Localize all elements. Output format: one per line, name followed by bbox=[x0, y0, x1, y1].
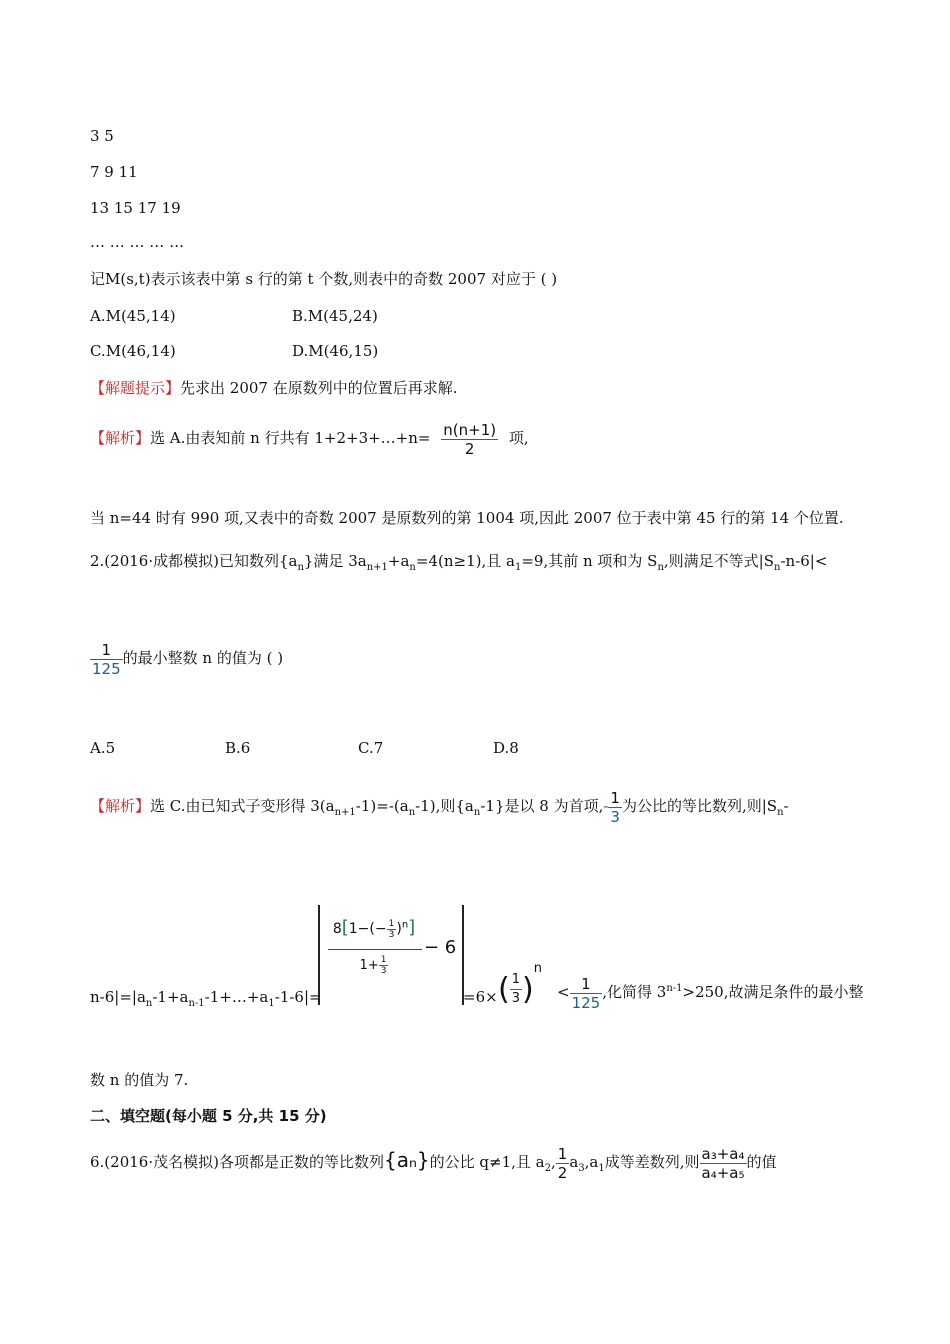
q2-solution-line3-right: =6× bbox=[463, 988, 498, 1006]
q1-option-a: A.M(45,14) bbox=[90, 307, 176, 325]
q1-solution: 【解析】选 A.由表知前 n 行共有 1+2+3+…+n= $\frac{n(n+1)}{2}$ 项, bbox=[90, 420, 529, 458]
big-fraction-bar bbox=[328, 949, 422, 950]
fraction-1-over-125: $\frac{1}{125}$ bbox=[92, 640, 121, 678]
hint-text: 先求出 2007 在原数列中的位置后再求解. bbox=[180, 379, 458, 397]
q1-option-c: C.M(46,14) bbox=[90, 342, 176, 360]
q2-option-d: D.8 bbox=[493, 739, 519, 757]
q1-stem: 记M(s,t)表示该表中第 s 行的第 t 个数,则表中的奇数 2007 对应于 ( ) bbox=[90, 270, 558, 288]
q2-stem-line2: $\frac{1}{125}$ 的最小整数 n 的值为 ( ) bbox=[92, 640, 284, 678]
one-third-power-n: ( $\frac{1}{3}$ )$^n$ bbox=[498, 961, 542, 1007]
absolute-value-expression bbox=[318, 905, 464, 1005]
q2-solution-line4: 数 n 的值为 7. bbox=[90, 1071, 189, 1089]
table-row-5: … … … … … bbox=[90, 233, 185, 251]
solution-text: 选 A.由表知前 n 行共有 1+2+3+…+n= bbox=[150, 429, 431, 447]
fraction-1-over-2: $\frac{1}{2}$ bbox=[557, 1144, 568, 1182]
minus-six: − 6 bbox=[424, 937, 457, 958]
q1-solution-line2: 当 n=44 时有 990 项,又表中的奇数 2007 是原数列的第 1004 项,因此 2007 位于表中第 45 行的第 14 个位置. bbox=[90, 509, 844, 527]
fraction-a3a4-over-a4a5: $\frac{\text{a₃+a₄}}{\text{a₄+a₅}}$ bbox=[701, 1144, 745, 1182]
q2-option-c: C.7 bbox=[358, 739, 384, 757]
q1-option-b: B.M(45,24) bbox=[292, 307, 378, 325]
solution-tag: 【解析】 bbox=[90, 797, 151, 815]
q2-option-a: A.5 bbox=[90, 739, 116, 757]
q2-option-b: B.6 bbox=[225, 739, 251, 757]
q6-stem: 6.(2016·茂名模拟)各项都是正数的等比数列{aₙ}的公比 q≠1,且 $a_2$, $\frac{1}{2}$ $a_3,a_1$成等差数列,则 $\frac{\text{a₃+a₄}}{\text{a₄+a₅}}$ 的值 bbox=[90, 1144, 777, 1182]
fraction-1-over-3: $\frac{1}{3}$ bbox=[610, 788, 620, 826]
table-row-3: 7 9 11 bbox=[90, 163, 138, 181]
table-row-4: 13 15 17 19 bbox=[90, 199, 181, 217]
big-fraction-denominator: 1+ $\frac{1}{3}$ bbox=[359, 955, 387, 976]
q2-solution-line3-left: $n-6|=|a_n-1+a_{n-1}-1+\dots+a_1-1-6|=$ bbox=[90, 988, 322, 1009]
q2-stem: 2.(2016·成都模拟)已知数列$\{a_n\}$满足 $3a_{n+1}+a_n=4(n\ge 1)$,且 $a_1=9$,其前 n 项和为 $S_n$,则满足不等式$|S_n-n-6|<$ bbox=[90, 552, 828, 573]
table-row-2: 3 5 bbox=[90, 127, 114, 145]
fraction-n-n1-over-2: $\frac{n(n+1)}{2}$ bbox=[443, 420, 497, 458]
q2-solution: 【解析】选 C.由已知式子变形得 $3(a_{n+1}-1)=-(a_n-1)$,则$\{a_n-1\}$是以 8 为首项,- $\frac{1}{3}$ 为公比的等比数列,则$|S_n-$ bbox=[90, 788, 789, 826]
sequence-an: {aₙ} bbox=[383, 1148, 430, 1172]
q2-solution-line3-tail: < $\frac{1}{125}$ ,化简得 $3^{n-1}>250$,故满足条件的最小整 bbox=[557, 974, 864, 1012]
big-fraction-numerator: 8[1−(− $\frac{1}{3}$ )$^n$] bbox=[332, 917, 416, 940]
section-title: 二、填空题(每小题 5 分,共 15 分) bbox=[90, 1107, 327, 1125]
solution-tag: 【解析】 bbox=[90, 429, 151, 447]
q1-hint bbox=[90, 378, 458, 398]
hint-tag: 【解题提示】 bbox=[90, 379, 181, 397]
fraction-1-over-125: $\frac{1}{125}$ bbox=[571, 974, 601, 1012]
q1-option-d: D.M(46,15) bbox=[292, 342, 379, 360]
